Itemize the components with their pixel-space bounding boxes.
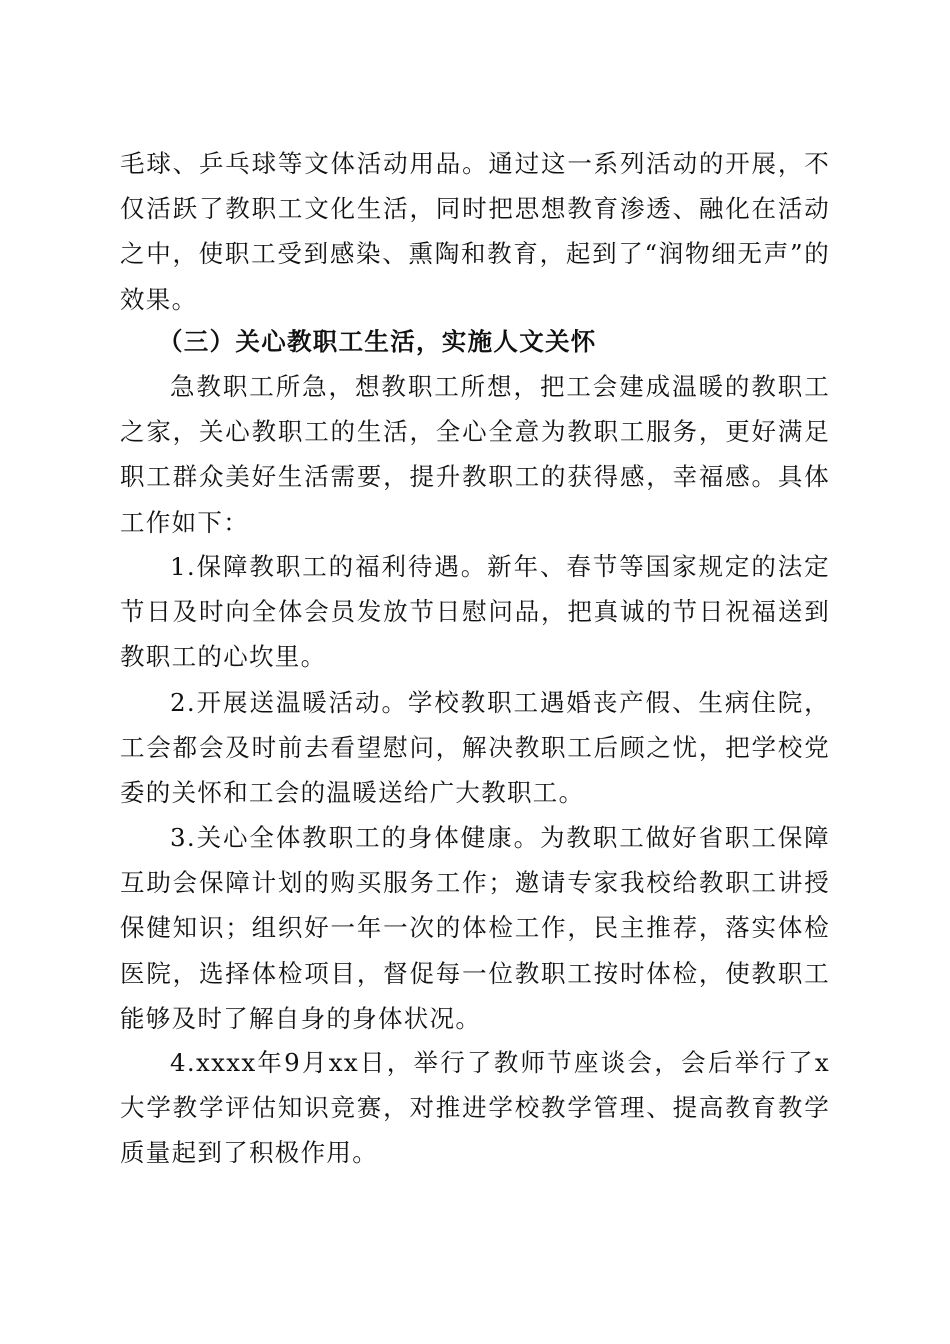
paragraph-continuation: 毛球、乒乓球等文体活动用品。通过这一系列活动的开展，不仅活跃了教职工文化生活，同时把思想教育渗透、融化在活动之中，使职工受到感染、熏陶和教育，起到了“润物细无声”的效果。 [120, 149, 830, 314]
list-item-2: 2.开展送温暖活动。学校教职工遇婚丧产假、生病住院，工会都会及时前去看望慰问，解决教职工后顾之忧，把学校党委的关怀和工会的温暖送给广大教职工。 [120, 688, 830, 808]
paragraph-intro: 急教职工所急，想教职工所想，把工会建成温暖的教职工之家，关心教职工的生活，全心全意为教职工服务，更好满足职工群众美好生活需要，提升教职工的获得感，幸福感。具体工作如下： [120, 372, 830, 537]
list-item-3: 3.关心全体教职工的身体健康。为教职工做好省职工保障互助会保障计划的购买服务工作；邀请专家我校给教职工讲授保健知识；组织好一年一次的体检工作，民主推荐，落实体检医院，选择体检项目，督促每一位教职工按时体检，使教职工能够及时了解自身的身体状况。 [120, 823, 830, 1033]
list-item-1: 1.保障教职工的福利待遇。新年、春节等国家规定的法定节日及时向全体会员发放节日慰问品，把真诚的节日祝福送到教职工的心坎里。 [120, 552, 830, 672]
section-heading: （三）关心教职工生活，实施人文关怀 [158, 327, 597, 356]
list-item-4: 4.xxxx年9月xx日，举行了教师节座谈会，会后举行了x大学教学评估知识竞赛，对推进学校教学管理、提高教育教学质量起到了积极作用。 [120, 1048, 830, 1168]
